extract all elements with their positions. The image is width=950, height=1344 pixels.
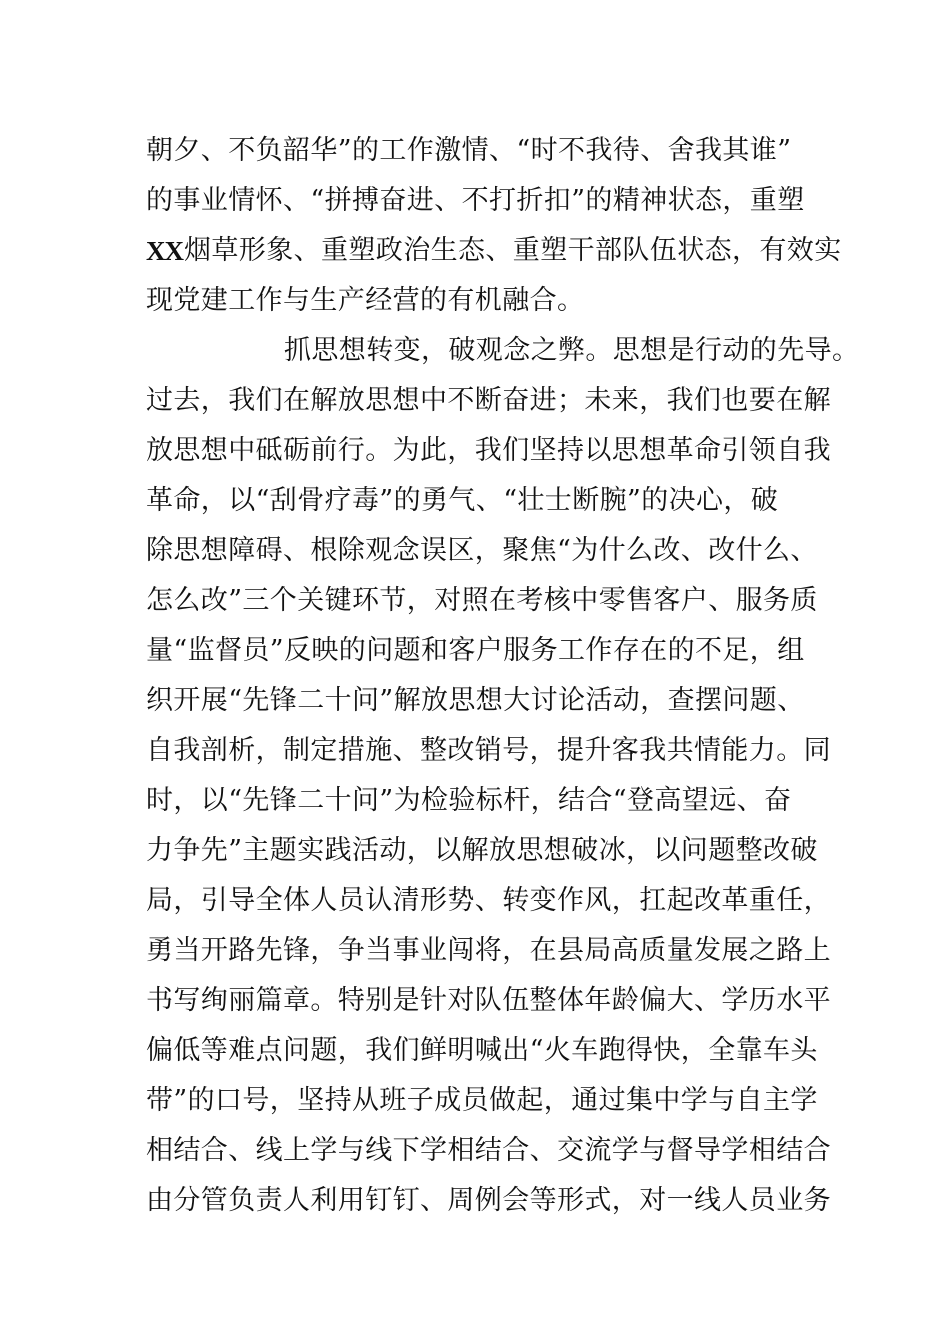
text-line: 力争先”主题实践活动，以解放思想破冰，以问题整改破 <box>146 835 818 866</box>
text-line: 偏低等难点问题，我们鲜明喊出“火车跑得快，全靠车头 <box>146 1035 818 1066</box>
text-line: 朝夕、不负韶华”的工作激情、“时不我待、舍我其谁” <box>146 135 792 166</box>
text-line: 过去，我们在解放思想中不断奋进；未来，我们也要在解 <box>146 385 831 416</box>
text-line: 织开展“先锋二十问”解放思想大讨论活动，查摆问题、 <box>146 685 805 716</box>
text-line: 勇当开路先锋，争当事业闯将，在县局高质量发展之路上 <box>146 935 831 966</box>
text-line-prefix: XX <box>146 236 183 266</box>
text-line: 带”的口号，坚持从班子成员做起，通过集中学与自主学 <box>146 1085 818 1116</box>
text-line: 相结合、线上学与线下学相结合、交流学与督导学相结合 <box>146 1135 831 1166</box>
text-line: 量“监督员”反映的问题和客户服务工作存在的不足，组 <box>146 635 805 666</box>
text-line: 自我剖析，制定措施、整改销号，提升客我共情能力。同 <box>146 735 831 766</box>
text-line: 局，引导全体人员认清形势、转变作风，扛起改革重任， <box>146 885 831 916</box>
text-line: 现党建工作与生产经营的有机融合。 <box>146 285 585 316</box>
text-line: 的事业情怀、“拼搏奋进、不打折扣”的精神状态，重塑 <box>146 185 805 216</box>
text-line: 由分管负责人利用钉钉、周例会等形式，对一线人员业务 <box>146 1185 831 1216</box>
text-line: 怎么改”三个关键环节，对照在考核中零售客户、服务质 <box>146 585 818 616</box>
text-line: 烟草形象、重塑政治生态、重塑干部队伍状态，有效实 <box>184 235 842 266</box>
text-line: 书写绚丽篇章。特别是针对队伍整体年龄偏大、学历水平 <box>146 985 831 1016</box>
text-line: 放思想中砥砺前行。为此，我们坚持以思想革命引领自我 <box>146 435 831 466</box>
text-line: 除思想障碍、根除观念误区，聚焦“为什么改、改什么、 <box>146 535 818 566</box>
text-line: 革命，以“刮骨疗毒”的勇气、“壮士断腕”的决心，破 <box>146 485 779 516</box>
paragraph-heading-line: 抓思想转变，破观念之弊。思想是行动的先导。 <box>284 335 860 366</box>
text-line: 时，以“先锋二十问”为检验标杆，结合“登高望远、奋 <box>146 785 792 816</box>
